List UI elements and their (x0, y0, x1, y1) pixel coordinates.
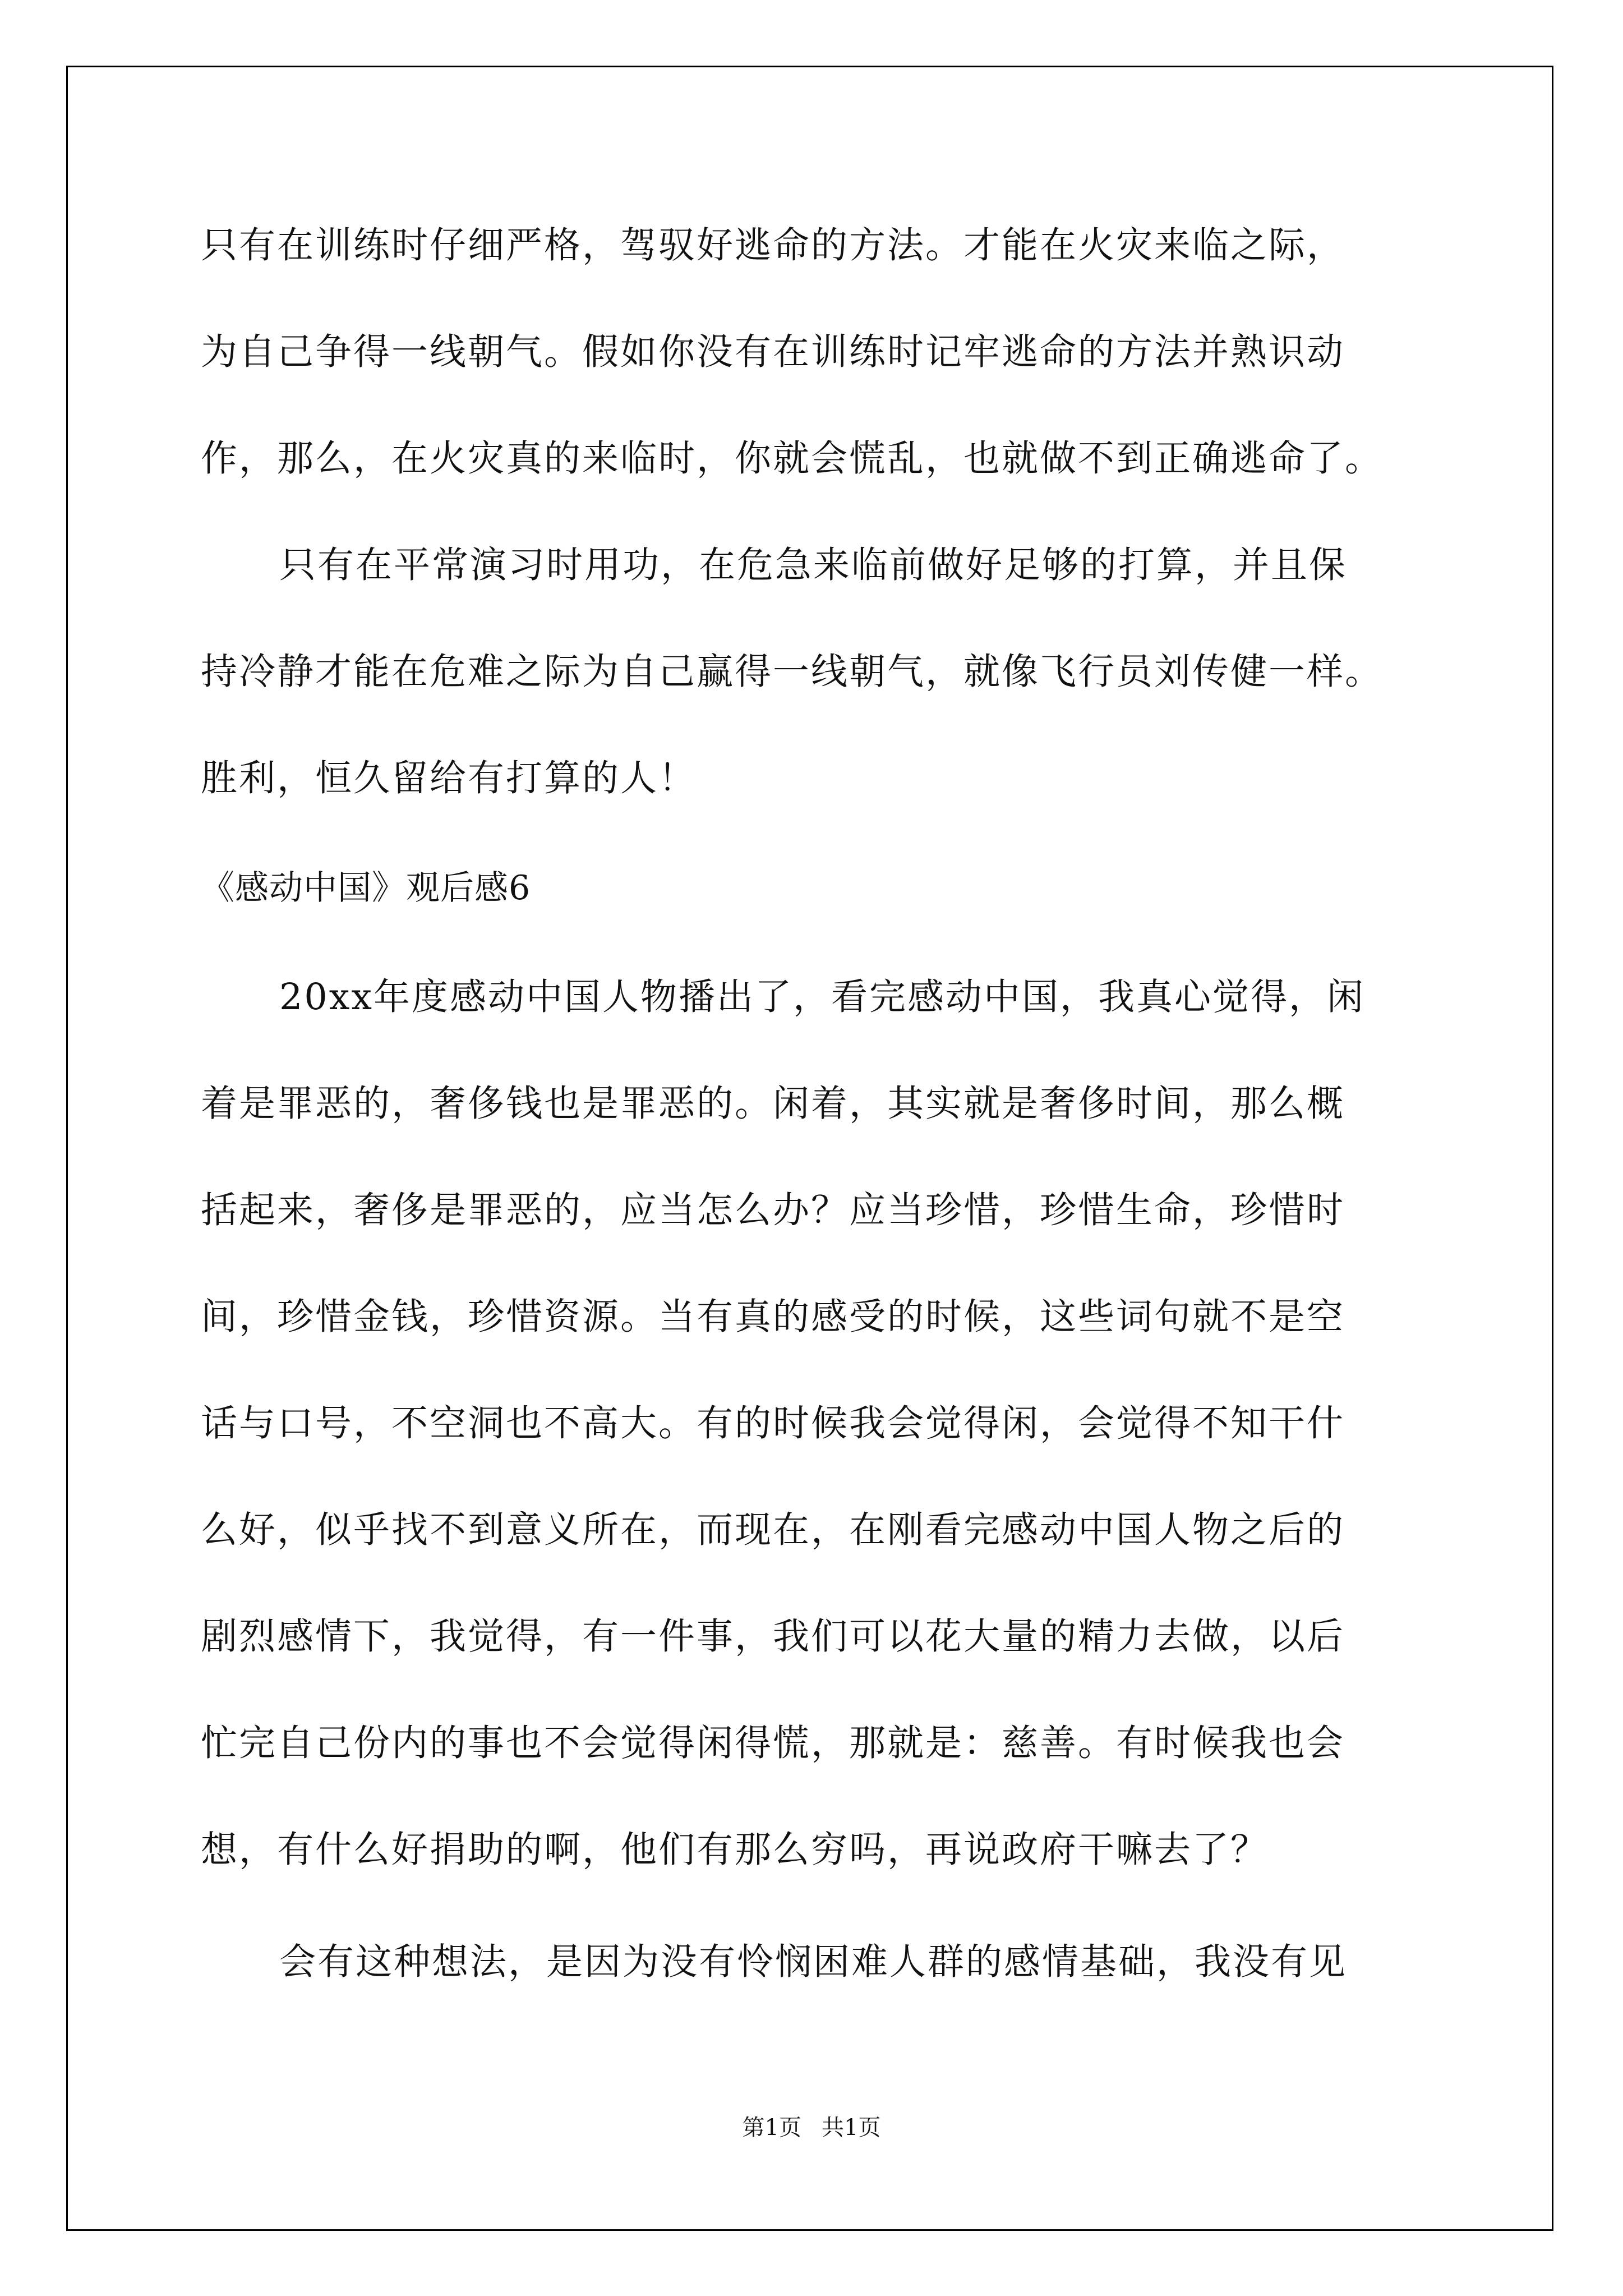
body-text-line: 忙完自己份内的事也不会觉得闲得慌，那就是：慈善。有时候我也会 (201, 1722, 1345, 1764)
page-number: 第1页 (742, 2115, 801, 2141)
body-text-line: 只有在平常演习时用功，在危急来临前做好足够的打算，并且保 (279, 544, 1348, 586)
body-text-line: 话与口号，不空洞也不高大。有的时候我会觉得闲，会觉得不知干什 (201, 1402, 1345, 1444)
body-text-line: 20xx年度感动中国人物播出了，看完感动中国，我真心觉得，闲 (279, 976, 1366, 1018)
body-text-line: 么好，似乎找不到意义所在，而现在，在刚看完感动中国人物之后的 (201, 1509, 1345, 1551)
total-pages: 共1页 (822, 2115, 881, 2141)
section-heading: 《感动中国》观后感6 (201, 868, 531, 908)
body-text-line: 会有这种想法，是因为没有怜悯困难人群的感情基础，我没有见 (279, 1941, 1348, 1983)
page-frame (66, 66, 1553, 2231)
body-text-line: 想，有什么好捐助的啊，他们有那么穷吗，再说政府干嘛去了？ (201, 1829, 1269, 1871)
body-text-line: 只有在训练时仔细严格，驾驭好逃命的方法。才能在火灾来临之际， (201, 224, 1345, 266)
body-text-line: 持冷静才能在危难之际为自己赢得一线朝气，就像飞行员刘传健一样。 (201, 651, 1384, 693)
body-text-line: 间，珍惜金钱，珍惜资源。当有真的感受的时候，这些词句就不是空 (201, 1296, 1345, 1338)
body-text-line: 括起来，奢侈是罪恶的，应当怎么办？应当珍惜，珍惜生命，珍惜时 (201, 1189, 1345, 1231)
body-text-line: 为自己争得一线朝气。假如你没有在训练时记牢逃命的方法并熟识动 (201, 331, 1345, 373)
page-footer (0, 2114, 1623, 2142)
body-text-line: 作，那么，在火灾真的来临时，你就会慌乱，也就做不到正确逃命了。 (201, 438, 1384, 480)
body-text-line: 剧烈感情下，我觉得，有一件事，我们可以花大量的精力去做，以后 (201, 1616, 1345, 1658)
body-text-line: 着是罪恶的，奢侈钱也是罪恶的。闲着，其实就是奢侈时间，那么概 (201, 1083, 1345, 1125)
body-text-line: 胜利，恒久留给有打算的人！ (201, 757, 697, 799)
